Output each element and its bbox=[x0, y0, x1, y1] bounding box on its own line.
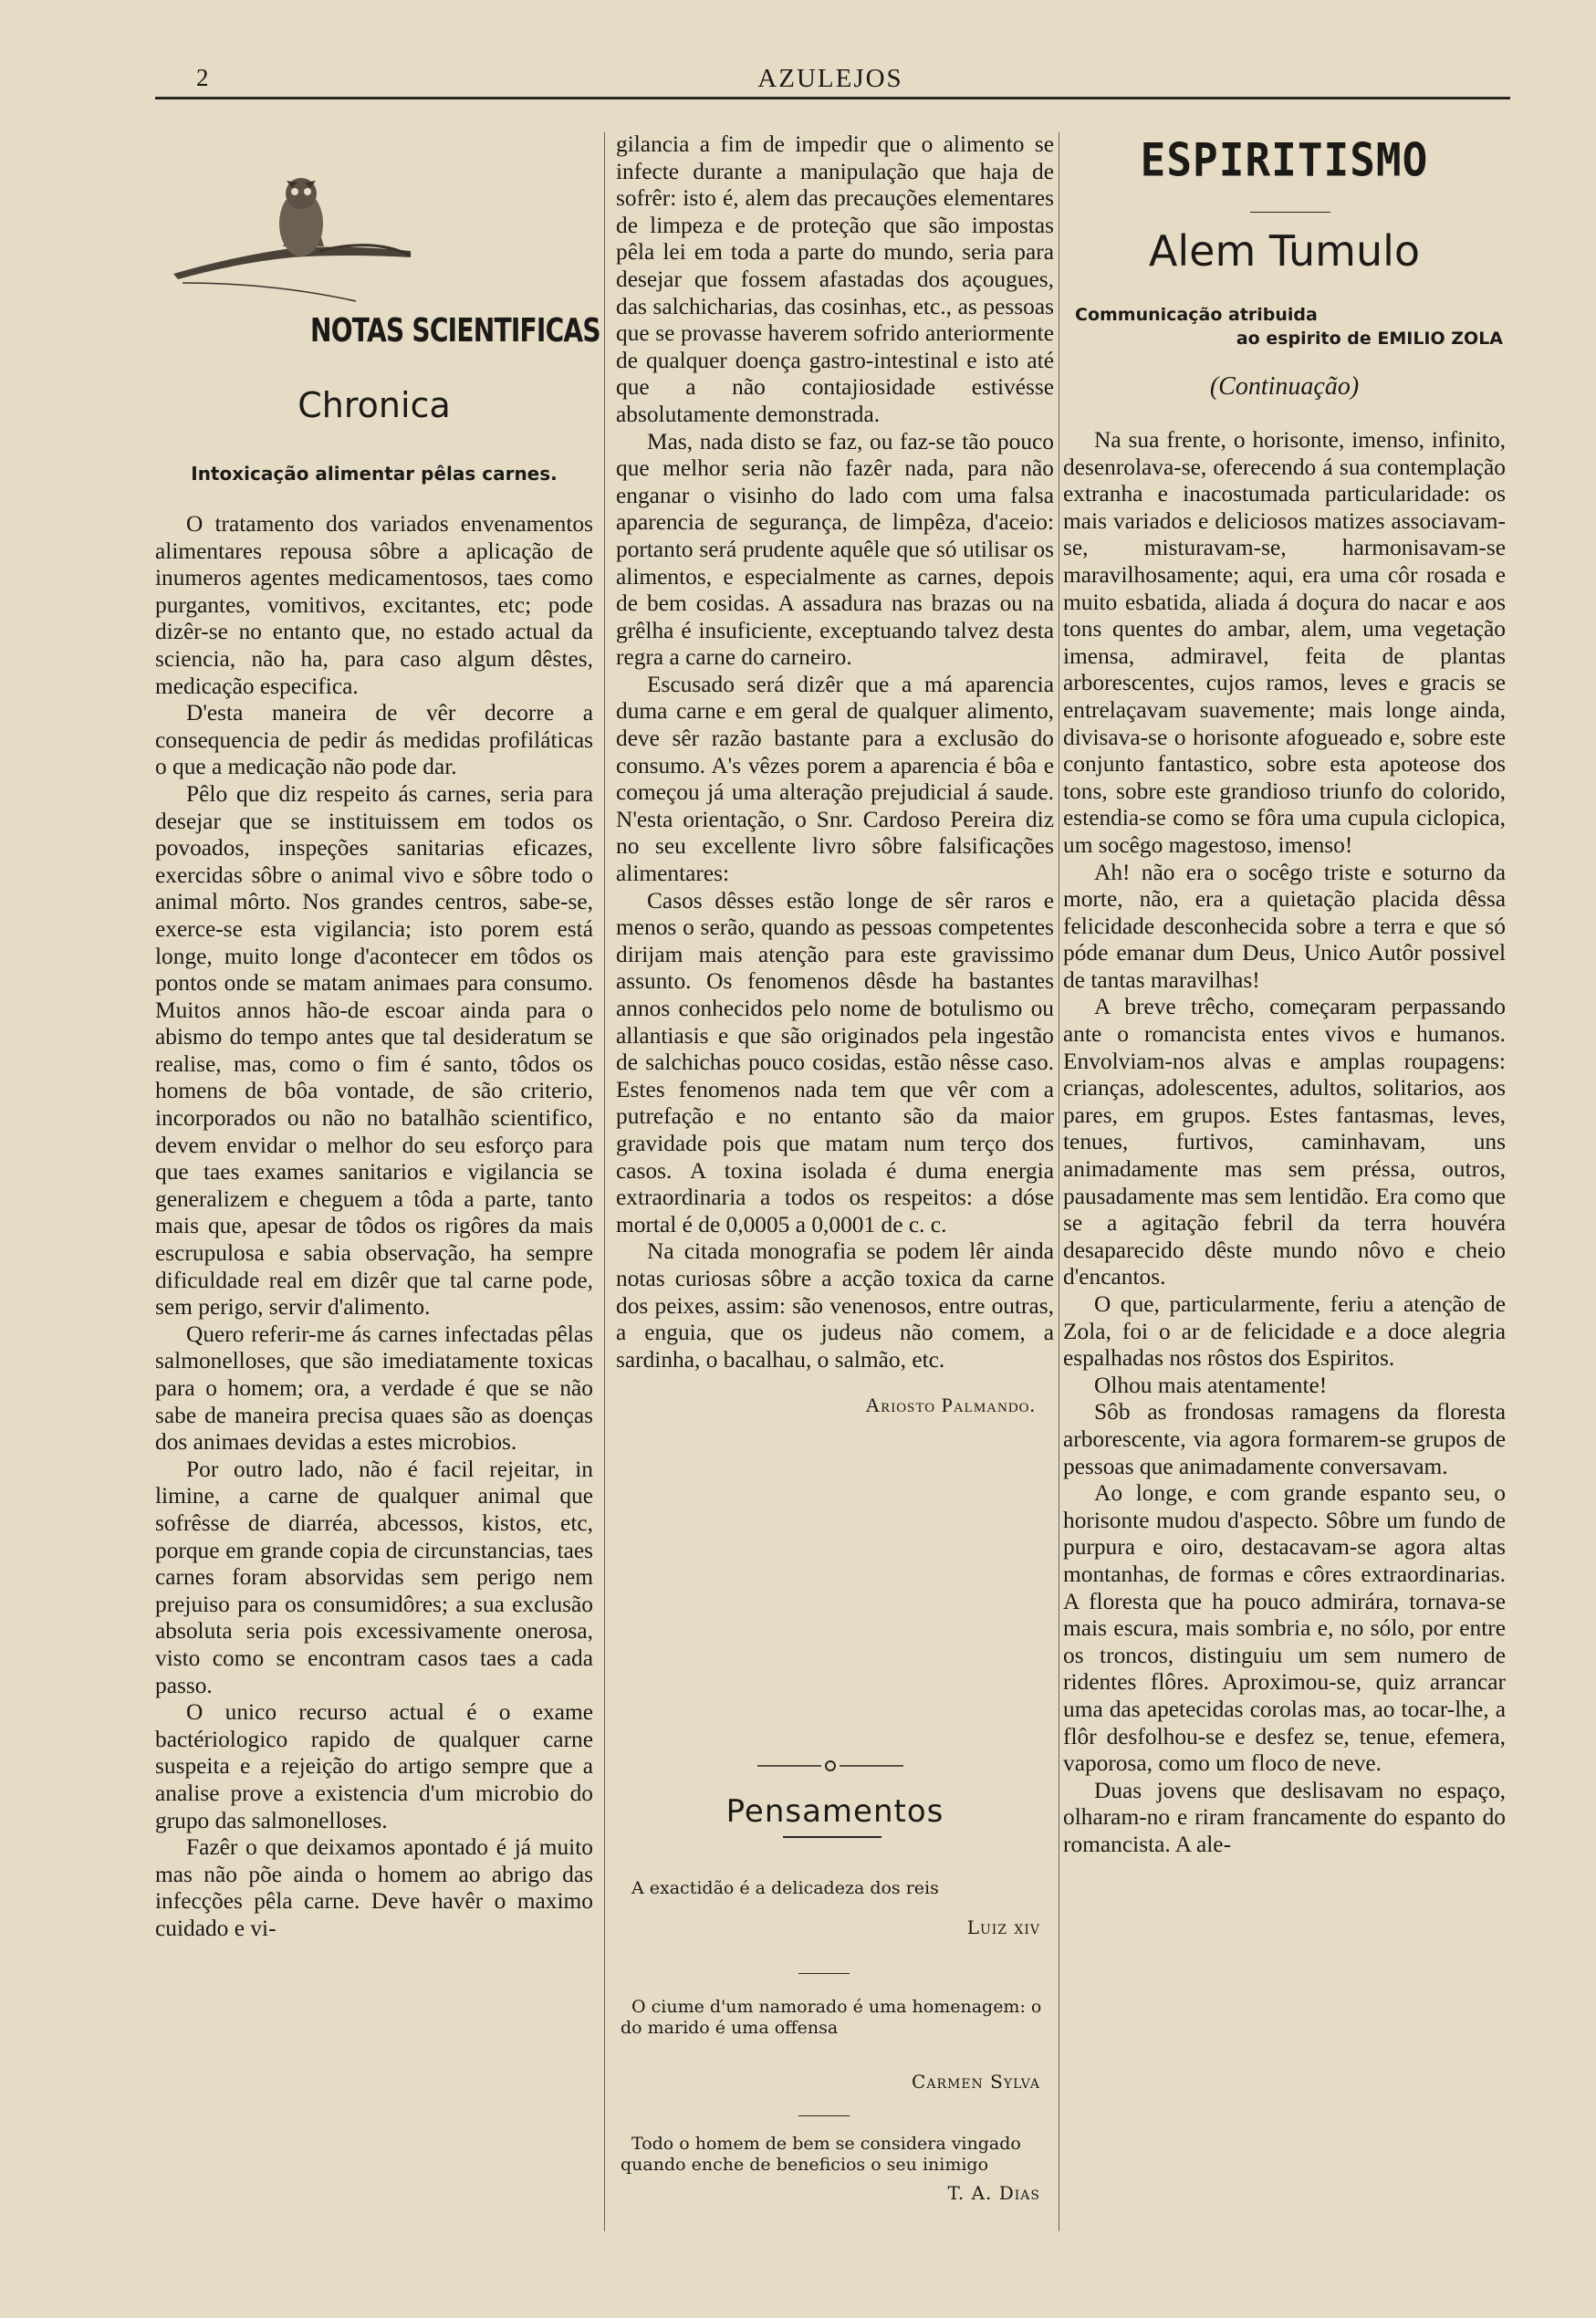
article-body-col3 bbox=[1063, 427, 1506, 1858]
article-subtitle: Intoxicação alimentar pêlas carnes. bbox=[191, 463, 558, 485]
paragraph: Quero referir-me ás carnes infectadas pêlas salmonelloses, que são imediatamente toxicas para o homem; ora, a verdade é que se não sabe de maneira precisa quaes são as doenças dos animaes devidas a estes microbios. bbox=[155, 1321, 593, 1456]
masthead-title: AZULEJOS bbox=[757, 64, 903, 93]
attribution-line: ao espirito de EMILIO ZOLA bbox=[1236, 329, 1503, 349]
paragraph: Duas jovens que deslisavam no espaço, olharam-no e riram francamente do espanto do romancista. A ale- bbox=[1063, 1777, 1506, 1857]
title-underline bbox=[783, 1836, 881, 1838]
owl-on-branch-icon bbox=[164, 146, 420, 310]
paragraph: A breve trêcho, começaram perpassando ante o romancista entes vivos e humanos. Envolviam-nos alvas e amplas roupagens: crianças, adolescentes, adultos, solitarios, aos pares, em grupos. Estes fantasmas, leves, tenues, furtivos, caminhavam, uns animadamente mas sem préssa, outros, pausadamente mas sem lentidão. Era como que se a agitação febril da terra houvéra desaparecido dêste mundo nôvo e cheio d'encantos. bbox=[1063, 994, 1506, 1290]
page-number: 2 bbox=[196, 64, 209, 91]
article-title-chronica: Chronica bbox=[297, 385, 451, 425]
paragraph: Olhou mais atentamente! bbox=[1094, 1372, 1328, 1398]
quote-text: Todo o homem de bem se considera vingado quando enche de beneficios o seu inimigo bbox=[621, 2134, 1021, 2175]
paragraph: Na sua frente, o horisonte, imenso, infinito, desenrolava-se, oferecendo á sua contemplação extranha e inacostumada particularidade: os mais variados e deliciosos matizes associavam-se, misturavam-se, harmonisavam-se maravilhosamente; aqui, era uma côr rosada e muito esbatida, aliada á doçura do nacar e aos tons quentes do ambar, alem, uma vegetação imensa, admiravel, feita de plantas arborescentes, cujos ramos, leves e gracis se entrelaçavam suavemente; mais longe ainda, divisava-se o horisonte afogueado e, sobre este conjunto fantastico, sobre esta apoteose dos tons, sobre este grandioso triunfo do colorido, estendia-se como se fôra uma cupula ciclopica, um socêgo magestoso, imenso! bbox=[1063, 427, 1506, 858]
paragraph: O tratamento dos variados envenamentos alimentares repousa sôbre a aplicação de inumeros agentes medicamentosos, taes como purgantes, vomitivos, excitantes, etc; pode dizêr-se no entanto que, no estado actual da sciencia, não ha, para caso algum dêstes, medicação especifica. bbox=[155, 511, 593, 699]
paragraph: gilancia a fim de impedir que o alimento se infecte durante a manipulação que haja de sofrêr: isto é, alem das precauções elementares de limpeza e de proteção que são impostas pêla lei em toda a parte do mundo, seria para desejar que fossem afastadas dos açougues, das salchicharias, das cosinhas, etc., as pessoas que se provasse haverem sofrido anteriormente de qualquer doença gastro-intestinal e isto até que a não contajiosidade estivésse absolutamente demonstrada. bbox=[616, 131, 1054, 427]
header-rule bbox=[155, 97, 1510, 99]
quote-item bbox=[621, 1997, 1049, 2093]
article-title-alem-tumulo: Alem Tumulo bbox=[1148, 226, 1421, 276]
quote-author: Luiz xiv bbox=[966, 1916, 1040, 1938]
paragraph: Escusado será dizêr que a má aparencia duma carne e em geral de qualquer alimento, deve sêr razão bastante para a exclusão do consumo. A's vêzes porem a aparencia é bôa e começou já uma alteração prejudicial á saude. N'esta orientação, o Snr. Cardoso Pereira diz no seu excellente livro sôbre falsificações alimentares: bbox=[616, 671, 1054, 887]
quote-author: T. A. Dias bbox=[947, 2182, 1040, 2204]
continuation-label: (Continuação) bbox=[1209, 372, 1360, 401]
quote-separator bbox=[798, 1973, 850, 1974]
paragraph: Pêlo que diz respeito ás carnes, seria para desejar que se instituissem em todos os povoados, inspeções sanitarias eficazes, exercidas sôbre o animal vivo e sôbre todo o animal môrto. Nos grandes centros, sabe-se, exerce-se esta vigilancia; isto porem está longe, muito longe d'acontecer em tôdos os pontos onde se matam animaes para consumo. Muitos annos hão-de escoar ainda para o abismo do tempo antes que tal desideratum se realise, mas, como o fim é santo, tôdos os homens de bôa vontade, de são criterio, incorporados ou não no batalhão scientifico, devem envidar o melhor do seu esforço para que taes exames sanitarios e vigilancia se generalizem e cheguem a tôda a parte, tanto mais que, apesar de tôdos os rigôres da mais escrupulosa e sabia observação, ha sempre dificuldade real em dizêr que tal carne pode, sem perigo, servir d'alimento. bbox=[155, 780, 593, 1321]
paragraph: Ao longe, e com grande espanto seu, o horisonte mudou d'aspecto. Sôbre um fundo de purpura e oiro, destacavam-se agora altas montanhas, de formas e côres extraordinarias. A floresta que ha pouco admirára, tornava-se mais escura, mais sombria e, no sólo, por entre os troncos, distinguiu um sem numero de ridentes flôres. Aproximou-se, quiz arrancar uma das apetecidas corolas mas, ao tocar-lhe, a flôr desfolhou-se e desfez se, tenue, efemera, vaporosa, como um floco de neve. bbox=[1063, 1480, 1506, 1777]
title-underline bbox=[1250, 212, 1330, 213]
quote-text: A exactidão é a delicadeza dos reis bbox=[631, 1878, 939, 1898]
article-body-col1 bbox=[155, 511, 593, 1942]
quote-author: Carmen Sylva bbox=[912, 2071, 1040, 2093]
paragraph: Sôb as frondosas ramagens da floresta arborescente, via agora formarem-se grupos de pessoas que animadamente conversavam. bbox=[1063, 1399, 1506, 1479]
quote-text: O ciume d'um namorado é uma homenagem: o do marido é uma offensa bbox=[621, 1997, 1042, 2038]
attribution-line: Communicação atribuida bbox=[1075, 305, 1318, 325]
quote-item bbox=[621, 2134, 1049, 2204]
section-title-pensamentos: Pensamentos bbox=[725, 1793, 944, 1830]
ornament-divider bbox=[757, 1759, 903, 1772]
paragraph: Fazêr o que deixamos apontado é já muito mas não põe ainda o homem ao abrigo das infecções pêla carne. Deve havêr o maximo cuidado e vi- bbox=[155, 1834, 593, 1941]
paragraph: Por outro lado, não é facil rejeitar, in limine, a carne de qualquer animal que sofrêsse de diarréa, abcessos, kistos, etc, porque em grande copia de circunstancias, taes carnes foram absorvidas sem perigo nem prejuiso para os consumidôres; a sua exclusão absoluta seria pois excessivamente onerosa, visto como se encontram casos taes a cada passo. bbox=[155, 1456, 593, 1698]
article-body-col2 bbox=[616, 131, 1054, 1417]
quote-separator bbox=[798, 2115, 850, 2116]
section-title-notas-scientificas: NOTAS SCIENTIFICAS bbox=[310, 312, 600, 350]
paragraph: Mas, nada disto se faz, ou faz-se tão pouco que melhor seria não fazêr nada, para não enganar o visinho do lado com uma falsa aparencia de segurança, de limpêza, d'aceio: portanto será prudente aquêle que só utilisar os alimentos, e especialmente as carnes, depois de bem cosidas. A assadura nas brazas ou na grêlha é insuficiente, exceptuando talvez desta regra a carne do carneiro. bbox=[616, 428, 1054, 671]
paragraph: Na citada monografia se podem lêr ainda notas curiosas sôbre a acção toxica da carne dos peixes, assim: são venenosos, entre outras, a enguia, que os judeus não comem, a sardinha, o bacalhau, o salmão, etc. bbox=[616, 1238, 1054, 1373]
paragraph: D'esta maneira de vêr decorre a consequencia de pedir ás medidas profiláticas o que a medicação não pode dar. bbox=[155, 700, 593, 780]
paragraph: O unico recurso actual é o exame bactériologico rapido de qualquer carne suspeita e a rejeição do artigo sempre que a analise prove a existencia d'um microbio do grupo das salmonelloses. bbox=[155, 1699, 593, 1833]
paragraph: O que, particularmente, feriu a atenção de Zola, foi o ar de felicidade e a doce alegria espalhadas nos rôstos dos Espiritos. bbox=[1063, 1291, 1506, 1372]
article-signature: Ariosto Palmando. bbox=[865, 1394, 1036, 1417]
paragraph: Casos dêsses estão longe de sêr raros e menos o serão, quando as pessoas competentes dirijam mais atenção para este gravissimo assunto. Os fenomenos dêsde ha bastantes annos conhecidos pelo nome de botulismo ou allantiasis e que são originados pela ingestão de salchichas pouco cosidas, estão nêsse caso. Estes fenomenos nada tem que vêr com a putrefação e no entanto são da maior gravidade pois que matam num terço dos casos. A toxina isolada é duma energia extraordinaria a todos os respeitos: a dóse mortal é de 0,0005 a 0,0001 de c. c. bbox=[616, 887, 1054, 1237]
paragraph: Ah! não era o socêgo triste e soturno da morte, não, era a quietação placida dêssa felicidade desconhecida sobre a terra e que só póde emanar dum Deus, Unico Autôr possivel de tantas maravilhas! bbox=[1063, 859, 1506, 993]
section-title-espiritismo: ESPIRITISMO bbox=[1140, 132, 1429, 187]
quote-item bbox=[621, 1878, 1049, 1938]
column-divider-1 bbox=[604, 132, 605, 2231]
